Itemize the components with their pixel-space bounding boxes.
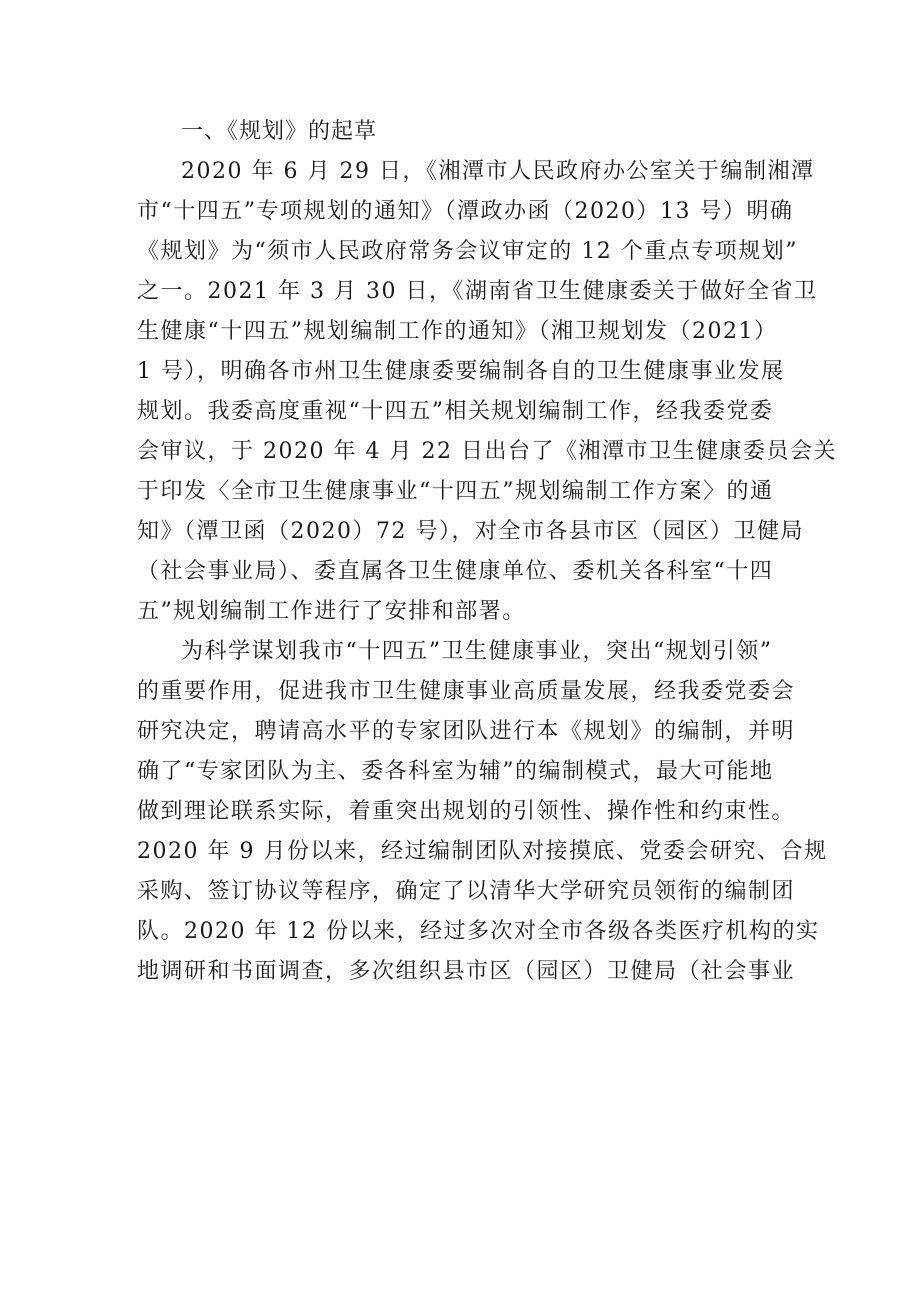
text-line: 2020 年 9 月份以来，经过编制团队对接摸底、党委会研究、合规 [137, 839, 828, 864]
text-line: 队。2020 年 12 份以来，经过多次对全市各级各类医疗机构的实 [137, 919, 820, 944]
text-line: 地调研和书面调查，多次组织县市区（园区）卫健局（社会事业 [137, 959, 796, 984]
text-line: 做到理论联系实际，着重突出规划的引领性、操作性和约束性。 [137, 799, 796, 824]
text-line: 生健康“十四五”规划编制工作的通知》（湘卫规划发（2021） [137, 319, 778, 344]
text-line: 2020 年 6 月 29 日，《湘潭市人民政府办公室关于编制湘潭 [181, 159, 815, 184]
text-line: 的重要作用，促进我市卫生健康事业高质量发展，经我委党委会 [137, 679, 796, 704]
text-line: 会审议，于 2020 年 4 月 22 日出台了《湘潭市卫生健康委员会关 [137, 439, 837, 464]
text-line: 知》（潭卫函（2020）72 号），对全市各县市区（园区）卫健局 [137, 519, 804, 544]
document-body [137, 112, 837, 992]
text-line: 于印发〈全市卫生健康事业“十四五”规划编制工作方案〉的通 [137, 479, 774, 504]
section-heading: 一、《规划》的起草 [181, 119, 378, 144]
paragraph-drafting-background [137, 152, 837, 632]
text-line: 之一。2021 年 3 月 30 日，《湖南省卫生健康委关于做好全省卫 [137, 279, 818, 304]
text-line: 规划。我委高度重视“十四五”相关规划编制工作，经我委党委 [137, 399, 774, 424]
text-line: 为科学谋划我市“十四五”卫生健康事业，突出“规划引领” [181, 639, 773, 664]
text-line: 《规划》为“须市人民政府常务会议审定的 12 个重点专项规划” [137, 239, 798, 264]
text-line: 确了“专家团队为主、委各科室为辅”的编制模式，最大可能地 [137, 759, 774, 784]
text-line: 1 号），明确各市州卫生健康委要编制各自的卫生健康事业发展 [137, 359, 785, 384]
text-line: （社会事业局）、委直属各卫生健康单位、委机关各科室“十四 [137, 559, 774, 584]
text-line: 采购、签订协议等程序，确定了以清华大学研究员领衔的编制团 [137, 879, 796, 904]
text-line: 五”规划编制工作进行了安排和部署。 [137, 599, 526, 624]
text-line: 研究决定，聘请高水平的专家团队进行本《规划》的编制，并明 [137, 719, 796, 744]
text-line: 市“十四五”专项规划的通知》（潭政办函（2020）13 号）明确 [137, 199, 794, 224]
paragraph-drafting-process [137, 632, 828, 992]
